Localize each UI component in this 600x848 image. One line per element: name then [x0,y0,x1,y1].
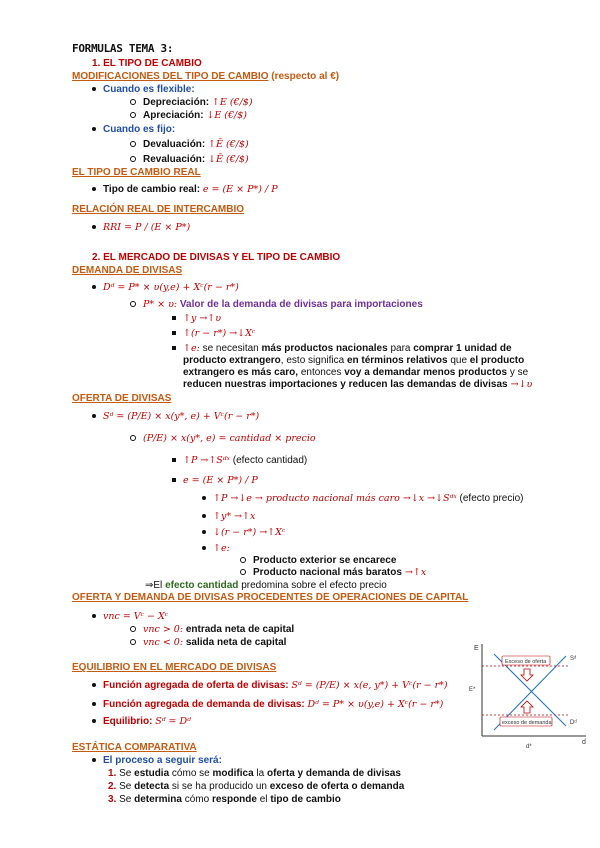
section-1-heading: 1. EL TIPO DE CAMBIO [92,58,202,69]
estatica-heading: ESTÁTICA COMPARATIVA [72,742,197,753]
demanda-d3-line4: reducen nuestras importaciones y reducen las demandas de divisas →↓υ [183,379,533,390]
apreciacion-item: Apreciación: ↓E (€/$) [130,110,247,122]
demanda-heading: DEMANDA DE DIVISAS [72,265,183,276]
vnc-negative: vnc < 0: salida neta de capital [130,637,286,649]
proceso-item: El proceso a seguir será: [92,755,222,767]
supply-label: Sᵈ [570,656,577,662]
d-star-label: d* [526,744,532,750]
modificaciones-heading: MODIFICACIONES DEL TIPO DE CAMBIO (respecto al €) [72,71,340,82]
oferta-heading: OFERTA DE DIVISAS [72,393,172,404]
demanda-d1: ↑y →↑υ [172,313,221,325]
devaluacion-item: Devaluación: ↑Ē (€/$) [130,139,249,151]
depreciacion-item: Depreciación: ↑E (€/$) [130,97,253,109]
page-title: FORMULAS TEMA 3: [72,42,174,55]
demanda-formula: Dᵈ = P* × υ(y,e) + Xᶜ(r − r*) [92,282,239,294]
x-axis-label: d [582,739,586,746]
tipo-cambio-real-item: Tipo de cambio real: e = (E × P*) / P [92,184,278,196]
equilibrio-oferta: Función agregada de oferta de divisas: Sᵈ = (P/E) × x(e, y*) + Vᶜ(r − r*) [92,680,448,692]
fijo-item: Cuando es fijo: [92,124,175,136]
exceso-demanda-label: exceso de demanda [502,720,552,726]
capital-heading: OFERTA Y DEMANDA DE DIVISAS PROCEDENTES DE OPERACIONES DE CAPITAL [72,592,469,603]
vnc-formula: vnc = Vᶜ − Xᶜ [92,611,168,623]
equilibrium-graph [460,640,592,752]
y-axis-label: E [474,645,479,652]
flexible-item: Cuando es flexible: [92,84,195,96]
oferta-o2: e = (E × P*) / P [172,475,258,487]
rri-item: RRI = P / (E × P*) [92,222,190,234]
equilibrio-heading: EQUILIBRIO EN EL MERCADO DE DIVISAS [72,662,277,673]
revaluacion-item: Revaluación: ↓Ē (€/$) [130,154,249,166]
paso-2: 2. Se detecta si se ha producido un exceso de oferta o demanda [108,781,405,792]
equilibrio-igualdad: Equilibrio: Sᵈ = Dᵈ [92,716,191,728]
paso-3: 3. Se determina cómo responde el tipo de cambio [108,794,341,805]
oferta-sub: (P/E) × x(y*, e) = cantidad × precio [130,433,316,445]
oferta-o3: ↑P →↓e → producto nacional más caro →↓x →↓Sᵈˣ (efecto precio) [202,493,523,505]
oferta-o6b: Producto nacional más baratos →↑x [240,567,426,579]
rri-heading: RELACIÓN REAL DE INTERCAMBIO [72,204,245,215]
vnc-positive: vnc > 0: entrada neta de capital [130,624,294,636]
oferta-o6: ↑e: [202,543,230,555]
demanda-d3-line1: ↑e: se necesitan más productos nacionales para comprar 1 unidad de [172,343,512,355]
oferta-o1: ↑P →↑Sᵈˣ (efecto cantidad) [172,455,307,467]
exceso-oferta-label: Exceso de oferta [505,659,547,665]
arrow-up-icon [521,701,533,713]
demand-label: Dᵈ [570,720,577,726]
demanda-d3-line2: producto extrangero, esto significa en términos relativos que el producto [183,355,525,366]
paso-1: 1. Se estudia cómo se modifica la oferta y demanda de divisas [108,768,401,779]
oferta-o6a: Producto exterior se encarece [240,555,396,567]
section-2-heading: 2. EL MERCADO DE DIVISAS Y EL TIPO DE CAMBIO [92,252,341,263]
demanda-d2: ↑(r − r*) →↓Xᶜ [172,328,255,340]
e-star-label: E* [469,687,476,693]
demanda-sub: P* × υ: Valor de la demanda de divisas para importaciones [130,299,423,311]
arrow-down-icon [521,669,533,681]
oferta-formula: Sᵈ = (P/E) × x(y*, e) + Vᶜ(r − r*) [92,411,259,423]
demanda-d3-line3: extrangero es más caro, entonces voy a demandar menos productos y se [183,367,529,378]
conclusion: ⇒El efecto cantidad predomina sobre el efecto precio [145,580,387,591]
equilibrio-demanda: Función agregada de demanda de divisas: Dᵈ = P* × υ(y,e) + Xᶜ(r − r*) [92,699,443,711]
oferta-o5: ↓(r − r*) →↑Xᶜ [202,527,285,539]
tipo-cambio-real-heading: EL TIPO DE CAMBIO REAL [72,167,201,178]
oferta-o4: ↑y* →↑x [202,511,255,523]
